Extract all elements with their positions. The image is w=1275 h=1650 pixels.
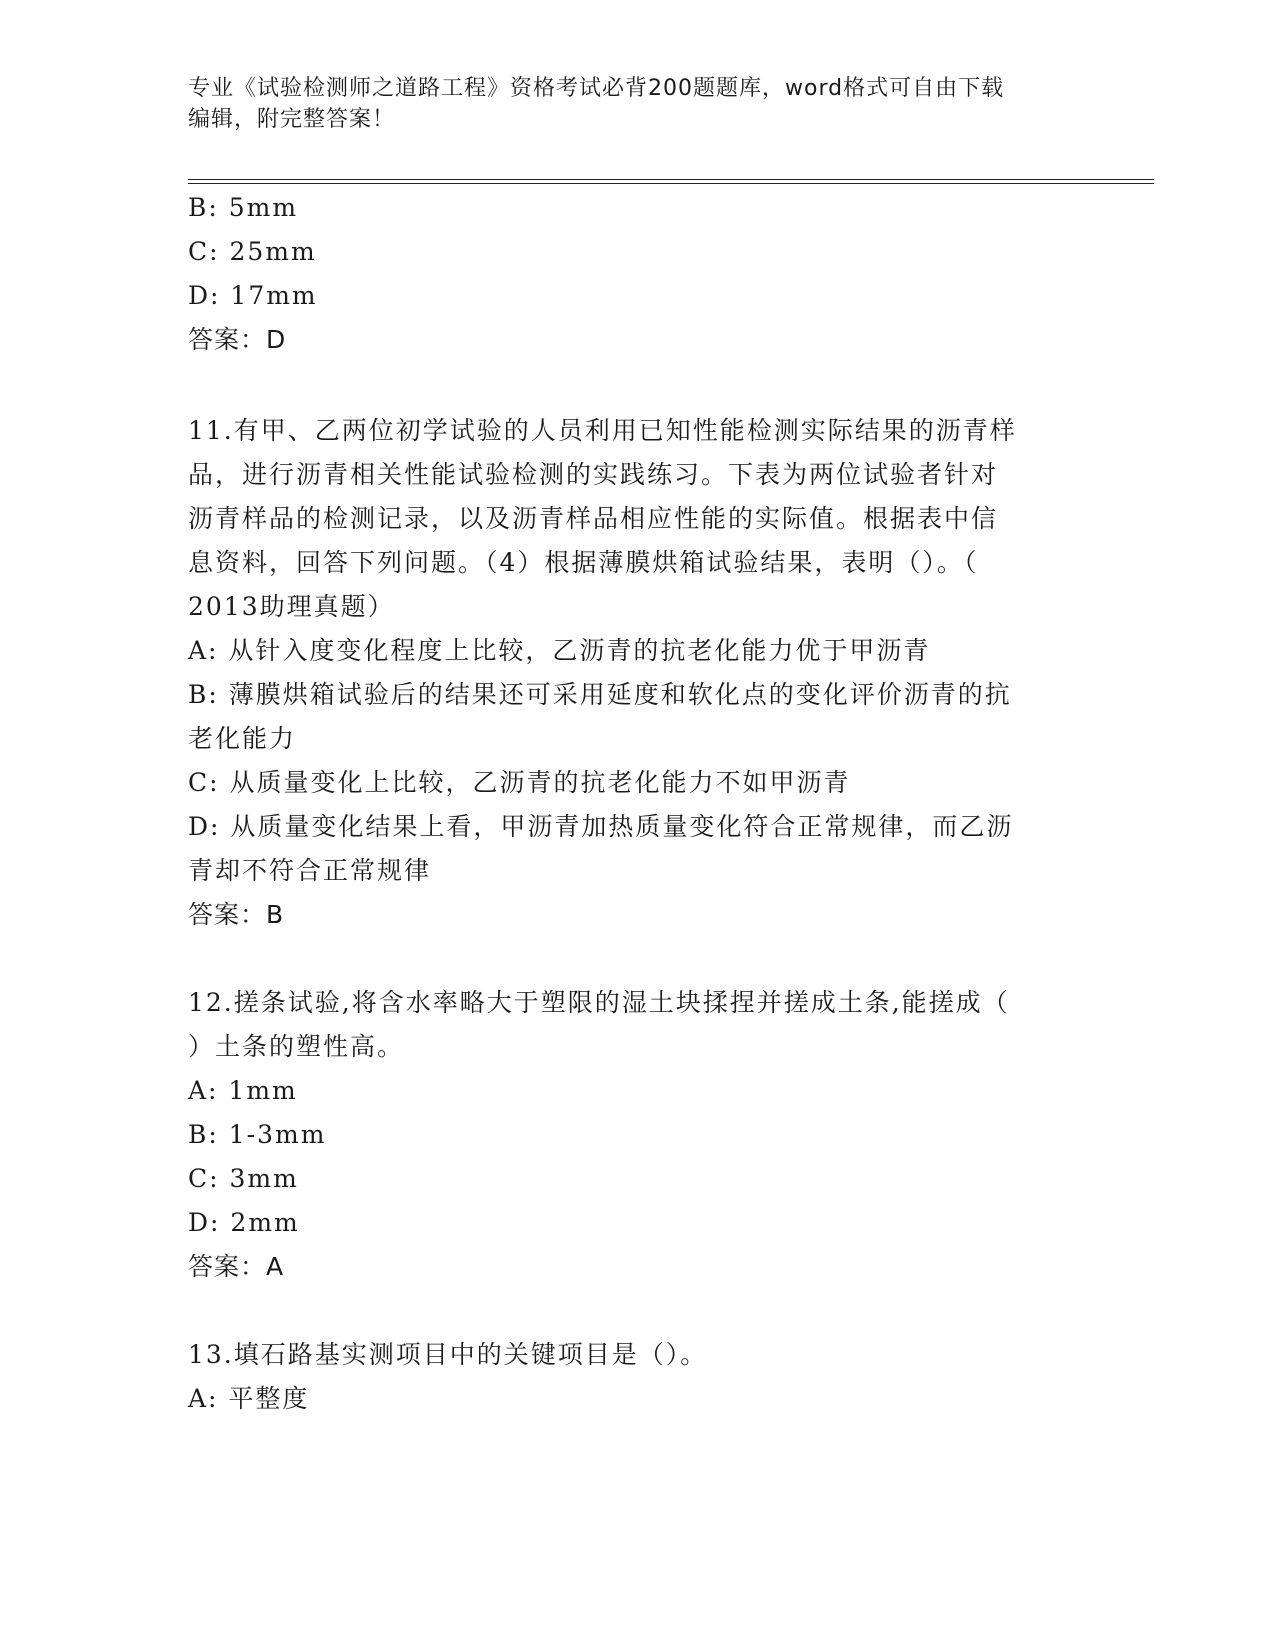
- option-a: A: 从针入度变化程度上比较，乙沥青的抗老化能力优于甲沥青: [188, 636, 931, 665]
- question-13-text: 13.填石路基实测项目中的关键项目是（）。: [188, 1340, 708, 1369]
- option-d: D: 从质量变化结果上看，甲沥青加热质量变化符合正常规律，而乙沥: [188, 812, 1014, 841]
- option-d: D: 2mm: [188, 1208, 300, 1237]
- answer-line: 答案：A: [188, 1252, 285, 1281]
- option-d: 青却不符合正常规律: [188, 856, 432, 885]
- question-11-text: 11.有甲、乙两位初学试验的人员利用已知性能检测实际结果的沥青样: [188, 416, 1017, 445]
- question-12-text: 12.搓条试验,将含水率略大于塑限的湿土块揉捏并搓成土条,能搓成（: [188, 988, 1010, 1017]
- header-title-line2: 编辑，附完整答案！: [188, 107, 396, 132]
- option-c: C: 3mm: [188, 1164, 299, 1193]
- option-b: B: 薄膜烘箱试验后的结果还可采用延度和软化点的变化评价沥青的抗: [188, 680, 1012, 709]
- option-d: D: 17mm: [188, 281, 318, 310]
- answer-line: 答案：B: [188, 900, 285, 929]
- option-a: A: 1mm: [188, 1076, 298, 1105]
- header-title-line1: 专业《试验检测师之道路工程》资格考试必背200题题库，word格式可自由下载: [188, 76, 1005, 101]
- header-divider-bottom: [188, 183, 1154, 184]
- question-11-text: 沥青样品的检测记录，以及沥青样品相应性能的实际值。根据表中信: [188, 504, 999, 533]
- document-header: [188, 73, 1088, 135]
- question-11-text: 2013助理真题）: [188, 592, 395, 621]
- question-11-text: 品，进行沥青相关性能试验检测的实践练习。下表为两位试验者针对: [188, 460, 999, 489]
- option-b: B: 5mm: [188, 193, 299, 222]
- question-11-text: 息资料，回答下列问题。（4）根据薄膜烘箱试验结果，表明（）。（: [188, 548, 979, 577]
- header-divider-top: [188, 179, 1154, 180]
- option-b: 老化能力: [188, 724, 297, 753]
- question-12-text: ）土条的塑性高。: [188, 1032, 405, 1061]
- option-c: C: 25mm: [188, 237, 317, 266]
- option-a: A: 平整度: [188, 1384, 310, 1413]
- option-c: C: 从质量变化上比较，乙沥青的抗老化能力不如甲沥青: [188, 768, 851, 797]
- option-b: B: 1-3mm: [188, 1120, 327, 1149]
- answer-line: 答案：D: [188, 325, 287, 354]
